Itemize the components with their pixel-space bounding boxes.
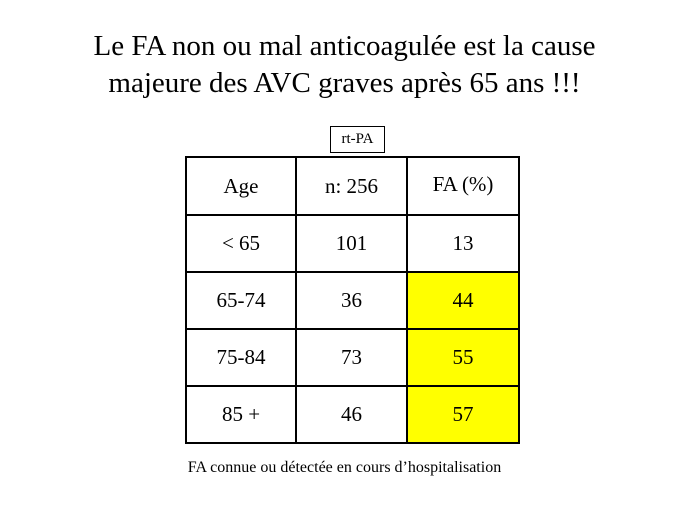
n-cell: 46	[296, 386, 407, 443]
table-row	[186, 215, 519, 272]
table-row	[186, 329, 519, 386]
footnote: FA connue ou détectée en cours d’hospitalisation	[187, 459, 502, 476]
af-age-table	[185, 156, 520, 444]
age-cell: 75-84	[186, 329, 296, 386]
slide-title	[0, 28, 689, 102]
header-fa-percent: FA (%)	[407, 157, 519, 215]
fa-cell: 13	[407, 215, 519, 272]
header-age: Age	[186, 157, 296, 215]
table-row	[186, 272, 519, 329]
header-n: n: 256	[296, 157, 407, 215]
fa-cell-highlighted: 57	[407, 386, 519, 443]
n-cell: 101	[296, 215, 407, 272]
n-cell: 36	[296, 272, 407, 329]
rt-pa-label: rt-PA	[330, 126, 385, 153]
slide-title-line-1: Le FA non ou mal anticoagulée est la cause	[93, 30, 596, 62]
age-cell: 85 +	[186, 386, 296, 443]
fa-cell-highlighted: 55	[407, 329, 519, 386]
slide-title-line-2: majeure des AVC graves après 65 ans !!!	[108, 67, 581, 99]
table-row	[186, 386, 519, 443]
age-cell: 65-74	[186, 272, 296, 329]
n-cell: 73	[296, 329, 407, 386]
fa-cell-highlighted: 44	[407, 272, 519, 329]
table-header-row	[186, 157, 519, 215]
age-cell: < 65	[186, 215, 296, 272]
